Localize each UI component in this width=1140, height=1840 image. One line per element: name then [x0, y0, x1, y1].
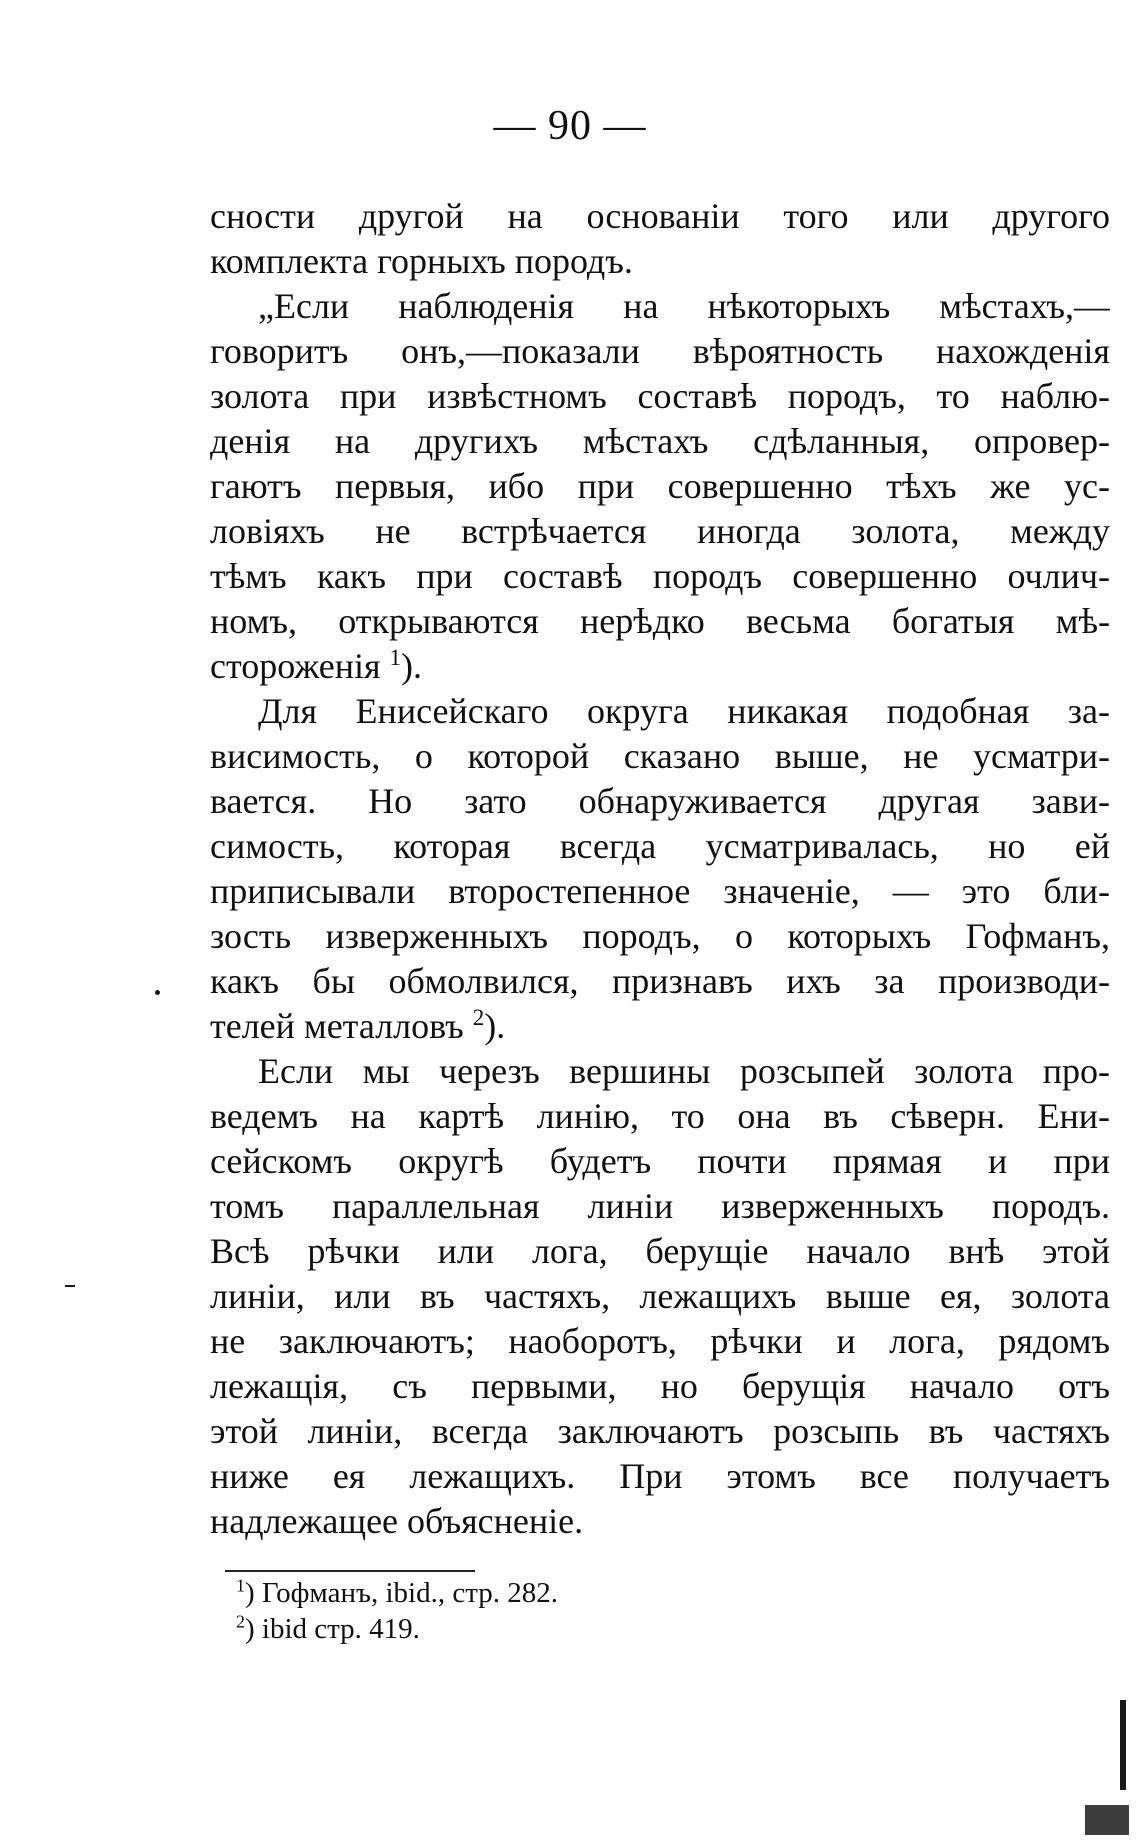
footnote-mark-close: ): [245, 1577, 255, 1609]
footnotes: [236, 1575, 936, 1647]
scan-artifact: [155, 990, 160, 995]
text-line: тѣмъ какъ при составѣ породъ совершенно очлич-: [210, 556, 1110, 596]
text-line: ловiяхъ не встрѣчается иногда золота, между: [210, 511, 1110, 551]
text-line: золота при извѣстномъ составѣ породъ, то наблю-: [210, 376, 1110, 416]
text-line: этой линiи, всегда заключаютъ розсыпь въ частяхъ: [210, 1411, 1110, 1451]
text-line: [210, 1004, 1110, 1049]
text-line: ведемъ на картѣ линiю, то она въ сѣверн. Ени-: [210, 1096, 1110, 1136]
footnote-divider: [225, 1570, 475, 1572]
footnote: [236, 1575, 936, 1611]
footnote-text: ibid стр. 419.: [254, 1613, 420, 1645]
text-line: зость изверженныхъ породъ, о которыхъ Гофманъ,: [210, 916, 1110, 956]
scan-artifact: [1120, 1700, 1126, 1790]
text-line: томъ параллельная линiи изверженныхъ породъ.: [210, 1186, 1110, 1226]
text-line: „Если наблюденiя на нѣкоторыхъ мѣстахъ,—: [258, 286, 1110, 326]
text-line: Для Енисейскаго округа никакая подобная за-: [258, 691, 1110, 731]
footnote-text: Гофманъ, ibid., стр. 282.: [254, 1577, 558, 1609]
text-line: линiи, или въ частяхъ, лежащихъ выше ея, золота: [210, 1276, 1110, 1316]
footnote-mark: 2: [236, 1611, 245, 1632]
text-line: денiя на другихъ мѣстахъ сдѣланныя, опровер-: [210, 421, 1110, 461]
text-line: какъ бы обмолвился, признавъ ихъ за производи-: [210, 961, 1110, 1001]
text-line: лежащiя, съ первыми, но берущiя начало отъ: [210, 1366, 1110, 1406]
footnote-mark: 1: [236, 1575, 245, 1596]
text-line: [210, 644, 1110, 689]
text-line: висимость, о которой сказано выше, не усматри-: [210, 736, 1110, 776]
text-line: ниже ея лежащихъ. При этомъ все получаетъ: [210, 1456, 1110, 1496]
text-line: Всѣ рѣчки или лога, берущiе начало внѣ этой: [210, 1231, 1110, 1271]
text-line: вается. Но зато обнаруживается другая зави-: [210, 781, 1110, 821]
text-line: Если мы черезъ вершины розсыпей золота про-: [258, 1051, 1110, 1091]
text-line-content: телей металловъ: [210, 1006, 464, 1046]
footnote: [236, 1611, 936, 1647]
text-line: номъ, открываются нерѣдко весьма богатыя мѣ-: [210, 601, 1110, 641]
footnote-ref: 2: [472, 1005, 485, 1030]
text-line: симость, которая всегда усматривалась, но ей: [210, 826, 1110, 866]
text-line: не заключаютъ; наоборотъ, рѣчки и лога, рядомъ: [210, 1321, 1110, 1361]
scan-artifact: [1085, 1805, 1129, 1835]
footnote-mark-close: ): [245, 1613, 255, 1645]
text-line: надлежащее объясненiе.: [210, 1501, 584, 1541]
text-line-content: стороженiя: [210, 646, 381, 686]
text-line: говоритъ онъ,—показали вѣроятность нахожденiя: [210, 331, 1110, 371]
text-line: сности другой на основанiи того или другого: [210, 196, 1110, 236]
footnote-ref: 1: [389, 645, 402, 670]
text-line: сейскомъ округѣ будетъ почти прямая и при: [210, 1141, 1110, 1181]
text-line: приписывали второстепенное значенiе, — это бли-: [210, 871, 1110, 911]
page-number: — 90 —: [493, 103, 647, 149]
text-line: комплекта горныхъ породъ.: [210, 241, 633, 281]
footnote-ref-close: ).: [401, 646, 423, 686]
text-line: гаютъ первыя, ибо при совершенно тѣхъ же ус-: [210, 466, 1110, 506]
scan-artifact: [65, 1285, 75, 1287]
body-text: [210, 194, 1110, 1544]
footnote-ref-close: ).: [484, 1006, 506, 1046]
